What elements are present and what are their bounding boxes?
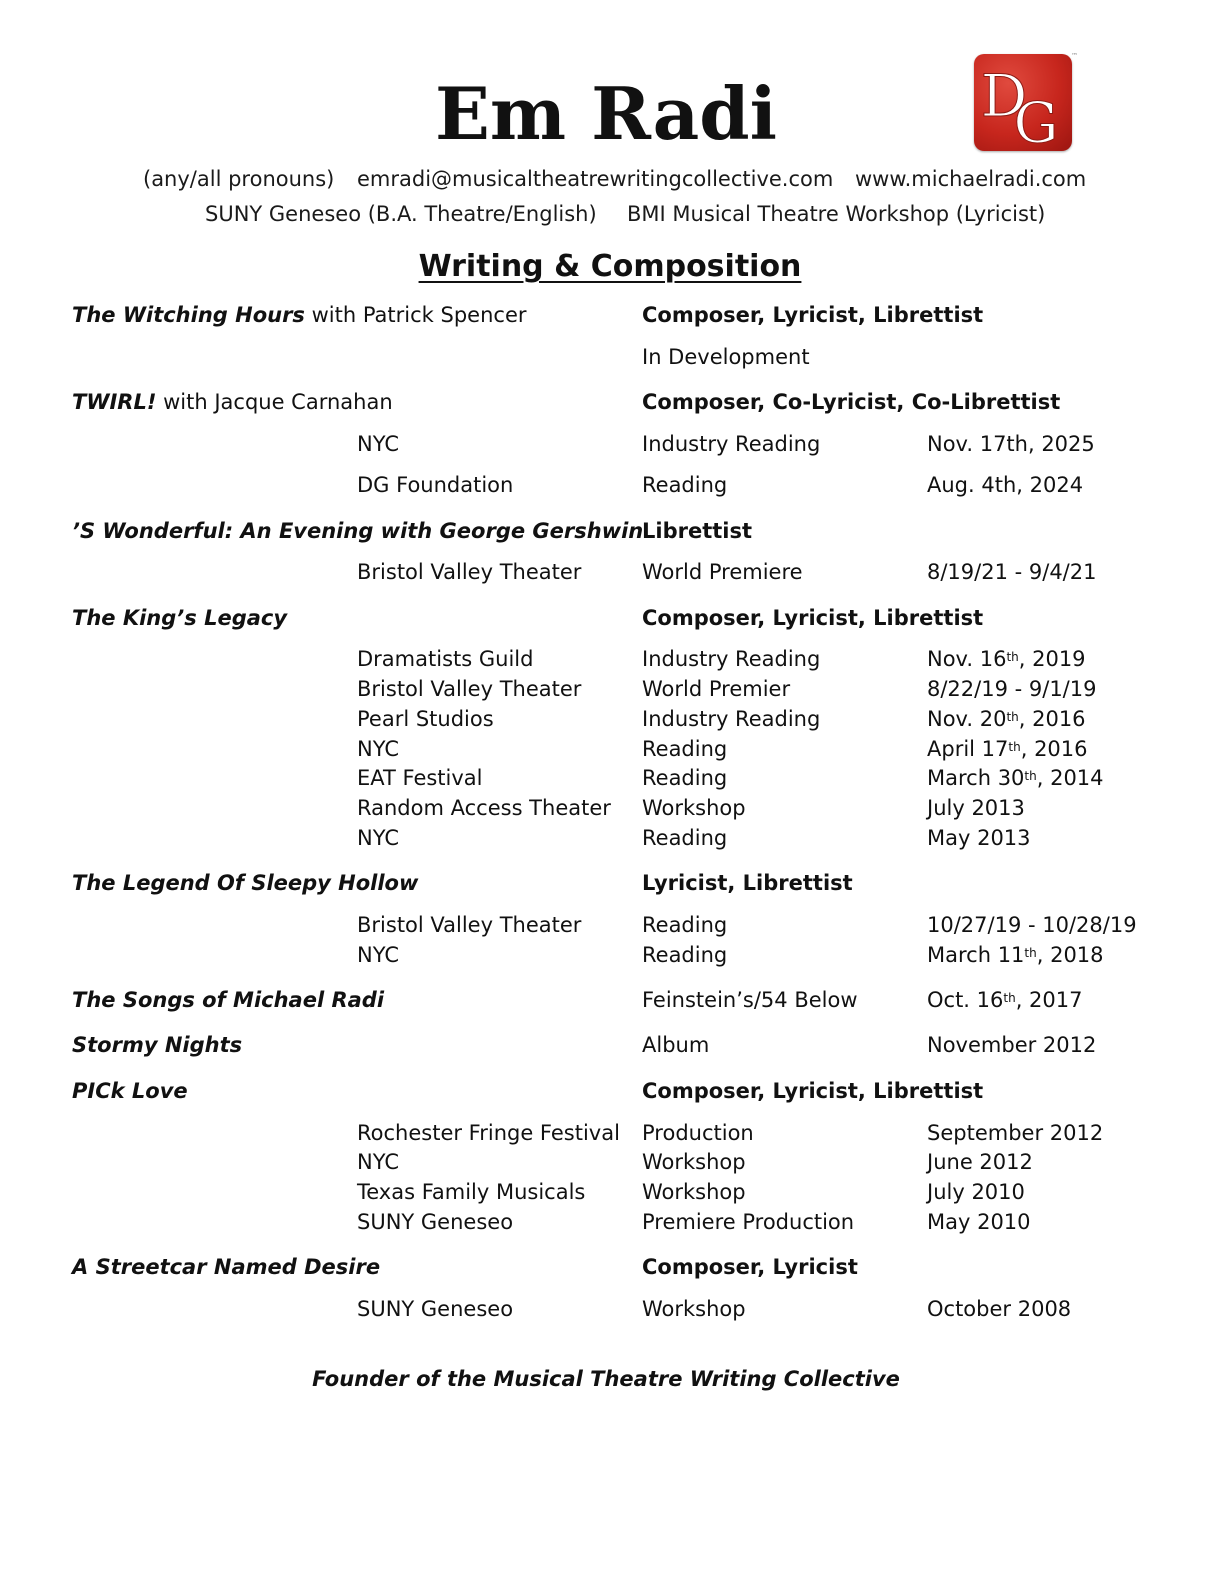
event-row bbox=[0, 1118, 1224, 1148]
event-venue: DG Foundation bbox=[357, 473, 514, 497]
event-type: Feinstein’s/54 Below bbox=[642, 988, 858, 1012]
event-type: Workshop bbox=[642, 796, 746, 820]
event-type: Production bbox=[642, 1121, 754, 1145]
event-venue: Dramatists Guild bbox=[357, 647, 534, 671]
event-type: Workshop bbox=[642, 1180, 746, 1204]
event-venue: Bristol Valley Theater bbox=[357, 913, 582, 937]
project-title: TWIRL! with Jacque Carnahan bbox=[72, 390, 393, 414]
project-title-row bbox=[0, 300, 1224, 330]
project-title: PICk Love bbox=[72, 1079, 188, 1103]
event-type: Reading bbox=[642, 737, 728, 761]
project-title: The Witching Hours with Patrick Spencer bbox=[72, 303, 527, 327]
resume-name: Em Radi bbox=[435, 71, 777, 156]
event-type: World Premiere bbox=[642, 560, 803, 584]
event-row bbox=[0, 470, 1224, 500]
event-row bbox=[0, 1294, 1224, 1324]
project-role: Librettist bbox=[642, 519, 753, 543]
project-role: Composer, Lyricist bbox=[642, 1255, 858, 1279]
event-row bbox=[0, 557, 1224, 587]
event-date: Nov. 20th, 2016 bbox=[927, 707, 1086, 731]
event-date: May 2010 bbox=[927, 1210, 1031, 1234]
event-date: 8/22/19 - 9/1/19 bbox=[927, 677, 1097, 701]
project-role: Composer, Lyricist, Librettist bbox=[642, 303, 984, 327]
event-date: April 17th, 2016 bbox=[927, 737, 1088, 761]
event-date: October 2008 bbox=[927, 1297, 1072, 1321]
event-venue: SUNY Geneseo bbox=[357, 1297, 514, 1321]
event-date: November 2012 bbox=[927, 1033, 1097, 1057]
event-type: Album bbox=[642, 1033, 710, 1057]
event-venue: NYC bbox=[357, 826, 400, 850]
event-venue: NYC bbox=[357, 432, 400, 456]
dg-logo bbox=[974, 52, 1078, 151]
svg-text:D: D bbox=[980, 62, 1028, 130]
project-title: A Streetcar Named Desire bbox=[72, 1255, 381, 1279]
event-type: Workshop bbox=[642, 1297, 746, 1321]
event-date: July 2010 bbox=[927, 1180, 1025, 1204]
event-venue: NYC bbox=[357, 943, 400, 967]
project-title-row bbox=[0, 985, 1224, 1015]
event-venue: Pearl Studios bbox=[357, 707, 494, 731]
event-type: Reading bbox=[642, 766, 728, 790]
project-title-row bbox=[0, 868, 1224, 898]
event-type: Reading bbox=[642, 943, 728, 967]
project-title-row bbox=[0, 387, 1224, 417]
event-date: 8/19/21 - 9/4/21 bbox=[927, 560, 1097, 584]
trademark-symbol: ™ bbox=[1071, 52, 1078, 60]
event-row bbox=[0, 910, 1224, 940]
event-date: Aug. 4th, 2024 bbox=[927, 473, 1084, 497]
event-date: May 2013 bbox=[927, 826, 1031, 850]
event-date: 10/27/19 - 10/28/19 bbox=[927, 913, 1137, 937]
event-date: Nov. 16th, 2019 bbox=[927, 647, 1086, 671]
event-type: Reading bbox=[642, 473, 728, 497]
event-row bbox=[0, 940, 1224, 970]
founder-note: Founder of the Musical Theatre Writing Collective bbox=[312, 1367, 900, 1391]
event-type: World Premier bbox=[642, 677, 791, 701]
event-venue: Random Access Theater bbox=[357, 796, 611, 820]
event-row bbox=[0, 1177, 1224, 1207]
education: SUNY Geneseo (B.A. Theatre/English) bbox=[205, 202, 597, 226]
event-row bbox=[0, 704, 1224, 734]
event-venue: Bristol Valley Theater bbox=[357, 677, 582, 701]
project-title: The King’s Legacy bbox=[72, 606, 288, 630]
project-role: Composer, Lyricist, Librettist bbox=[642, 1079, 984, 1103]
project-note-row bbox=[0, 342, 1224, 372]
event-type: Industry Reading bbox=[642, 707, 821, 731]
event-date: June 2012 bbox=[927, 1150, 1033, 1174]
project-status: In Development bbox=[642, 345, 810, 369]
dg-monogram-icon bbox=[974, 54, 1072, 151]
website-link[interactable]: www.michaelradi.com bbox=[855, 167, 1087, 191]
event-venue: Bristol Valley Theater bbox=[357, 560, 582, 584]
svg-text:G: G bbox=[1013, 91, 1059, 151]
event-venue: EAT Festival bbox=[357, 766, 483, 790]
project-title: Stormy Nights bbox=[72, 1033, 243, 1057]
project-role: Composer, Co-Lyricist, Co-Librettist bbox=[642, 390, 1061, 414]
event-row bbox=[0, 1207, 1224, 1237]
event-row bbox=[0, 763, 1224, 793]
event-type: Industry Reading bbox=[642, 647, 821, 671]
project-title-row bbox=[0, 1030, 1224, 1060]
event-date: March 11th, 2018 bbox=[927, 943, 1104, 967]
event-date: March 30th, 2014 bbox=[927, 766, 1104, 790]
event-type: Workshop bbox=[642, 1150, 746, 1174]
project-title: The Songs of Michael Radi bbox=[72, 988, 385, 1012]
project-role: Lyricist, Librettist bbox=[642, 871, 853, 895]
event-row bbox=[0, 793, 1224, 823]
event-venue: NYC bbox=[357, 737, 400, 761]
event-date: Nov. 17th, 2025 bbox=[927, 432, 1095, 456]
event-type: Premiere Production bbox=[642, 1210, 855, 1234]
event-row bbox=[0, 734, 1224, 764]
pronouns: (any/all pronouns) bbox=[143, 167, 335, 191]
event-venue: SUNY Geneseo bbox=[357, 1210, 514, 1234]
event-venue: Texas Family Musicals bbox=[357, 1180, 586, 1204]
event-venue: Rochester Fringe Festival bbox=[357, 1121, 620, 1145]
event-row bbox=[0, 1147, 1224, 1177]
project-role: Composer, Lyricist, Librettist bbox=[642, 606, 984, 630]
email-link[interactable]: emradi@musicaltheatrewritingcollective.com bbox=[357, 167, 834, 191]
project-title: The Legend Of Sleepy Hollow bbox=[72, 871, 419, 895]
event-type: Reading bbox=[642, 826, 728, 850]
project-title-row bbox=[0, 603, 1224, 633]
event-date: July 2013 bbox=[927, 796, 1025, 820]
section-title: Writing & Composition bbox=[418, 249, 802, 284]
event-type: Reading bbox=[642, 913, 728, 937]
event-row bbox=[0, 644, 1224, 674]
event-venue: NYC bbox=[357, 1150, 400, 1174]
event-row bbox=[0, 823, 1224, 853]
workshop-credential: BMI Musical Theatre Workshop (Lyricist) bbox=[627, 202, 1046, 226]
event-type: Industry Reading bbox=[642, 432, 821, 456]
project-title: ’S Wonderful: An Evening with George Gershwin bbox=[72, 519, 644, 543]
event-date: Oct. 16th, 2017 bbox=[927, 988, 1083, 1012]
event-row bbox=[0, 429, 1224, 459]
event-row bbox=[0, 674, 1224, 704]
project-title-row bbox=[0, 1076, 1224, 1106]
project-title-row bbox=[0, 1252, 1224, 1282]
event-date: September 2012 bbox=[927, 1121, 1104, 1145]
project-title-row bbox=[0, 516, 1224, 546]
